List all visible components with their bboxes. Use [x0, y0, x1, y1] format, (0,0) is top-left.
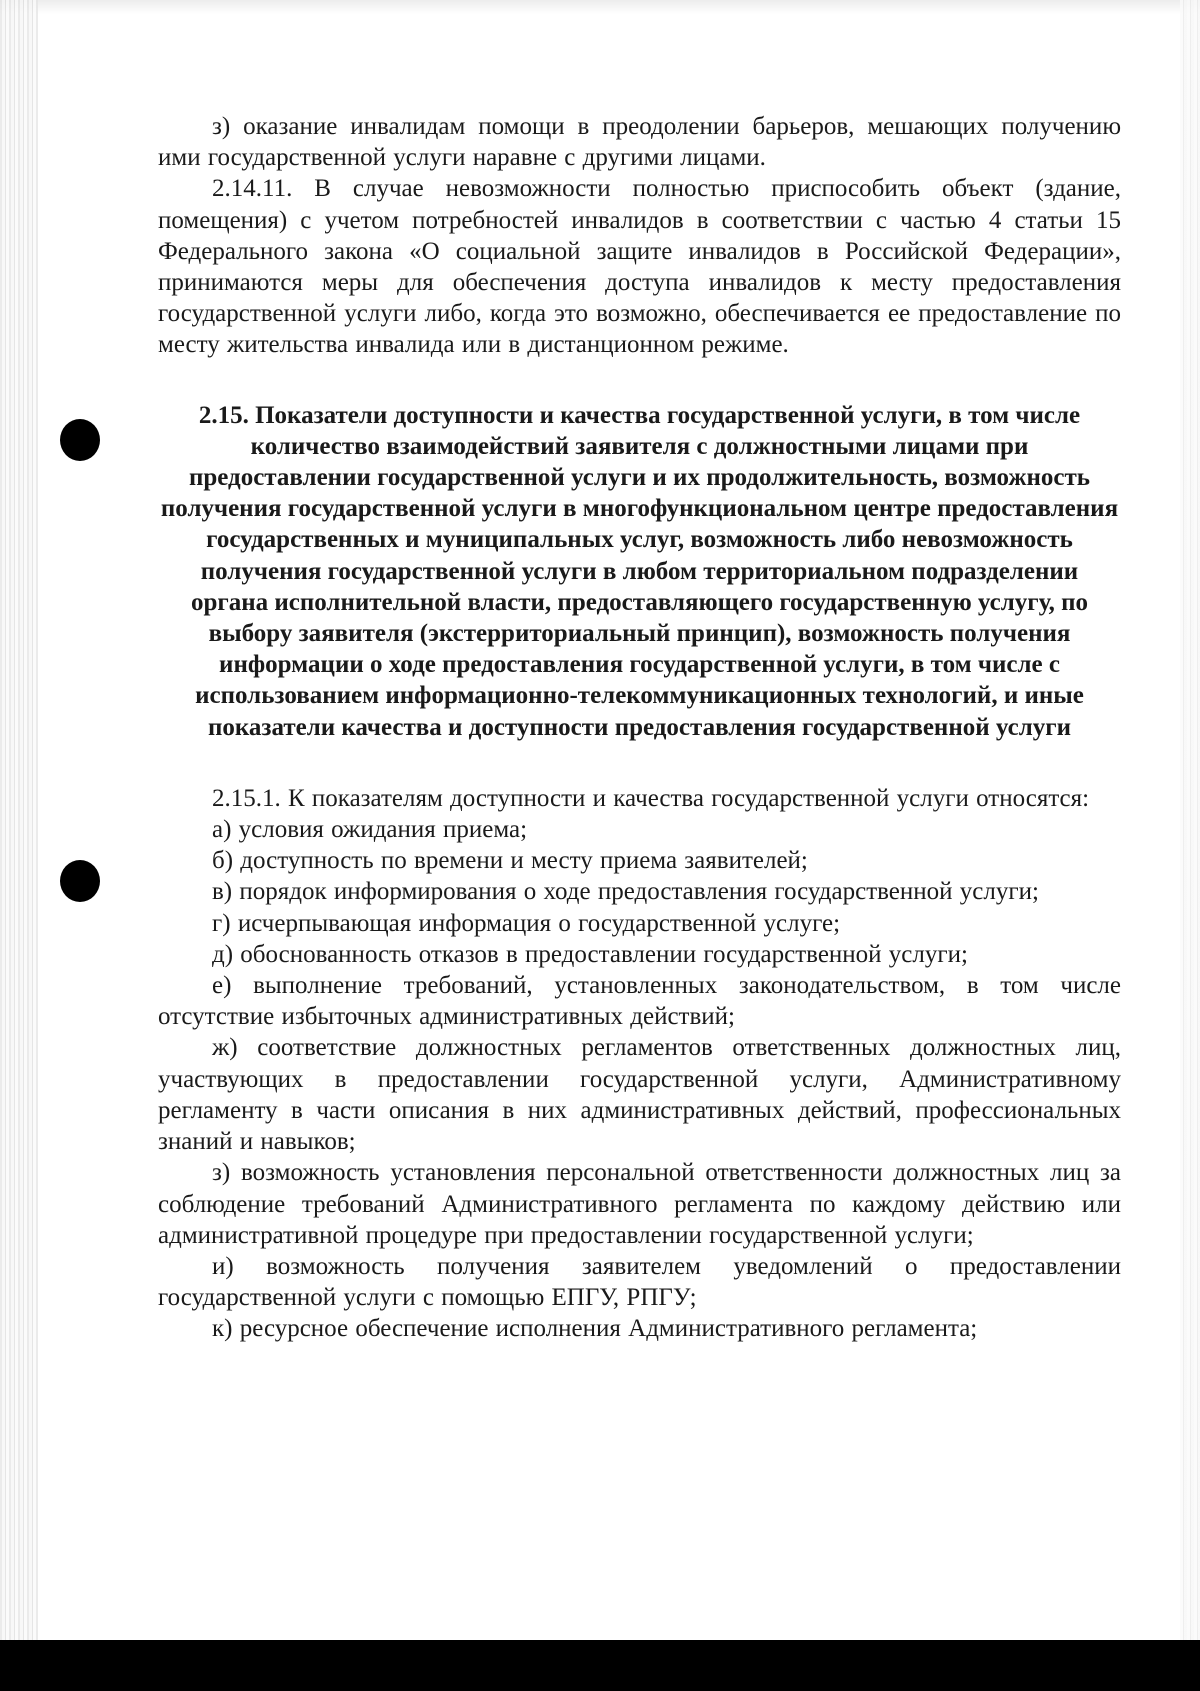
scan-edge-right	[1180, 0, 1200, 1640]
paragraph-2-14-11: 2.14.11. В случае невозможности полностью приспособить объект (здание, помещения) с учетом потребностей инвалидов в соответствии с частью 4 статьи 15 Федерального закона «О социальной защите инвалидов в Российской Федерации», принимаются меры для обеспечения доступа инвалидов к месту предоставления государственной услуги либо, когда это возможно, обеспечивается ее предоставление по месту жительства инвалида или в дистанционном режиме.	[158, 175, 1121, 359]
list-item-z: з) возможность установления персональной ответственности должностных лиц за соблюдение требований Административного регламента по каждому действию или административной процедуре при предоставлении государственной услуги;	[158, 1159, 1121, 1249]
scan-edge-top	[0, 0, 1200, 14]
list-item-g: г) исчерпывающая информация о государственной услуге;	[212, 909, 841, 937]
section-gap	[158, 743, 1121, 783]
list-item-zh: ж) соответствие должностных регламентов ответственных должностных лиц, участвующих в предоставлении государственной услуги, Административному регламенту в части описания в них административных действий, профессиональных знаний и навыков;	[158, 1034, 1121, 1156]
list-item-d: д) обоснованность отказов в предоставлении государственной услуги;	[212, 940, 968, 968]
list-item-b: б) доступность по времени и месту приема заявителей;	[212, 847, 808, 875]
list-item-v: в) порядок информирования о ходе предоставления государственной услуги;	[212, 878, 1039, 906]
punch-hole-bottom	[60, 860, 100, 902]
punch-hole-top	[60, 419, 100, 461]
scan-bottom-bar	[0, 1640, 1200, 1691]
list-item-a: а) условия ожидания приема;	[212, 816, 528, 844]
section-heading-2-15: 2.15. Показатели доступности и качества государственной услуги, в том числе количество взаимодействий заявителя с должностными лицами при предоставлении государственной услуги и их продолжительность, возможность получения государственной услуги в многофункциональном центре предоставления государственных и муниципальных услуг, возможность либо невозможность получения государственной услуги в любом территориальном подразделении органа исполнительной власти, предоставляющего государственную услугу, по выбору заявителя (экстерриториальный принцип), возможность получения информации о ходе предоставления государственной услуги, в том числе с использованием информационно-телекоммуникационных технологий, и иные показатели качества и доступности предоставления государственной услуги	[160, 401, 1119, 741]
list-item-k: к) ресурсное обеспечение исполнения Административного регламента;	[212, 1315, 978, 1343]
document-page	[158, 111, 1121, 1345]
scan-edge-left	[0, 0, 38, 1640]
list-item-i: и) возможность получения заявителем уведомлений о предоставлении государственной услуги с помощью ЕПГУ, РПГУ;	[158, 1252, 1121, 1312]
paragraph-2-15-1: 2.15.1. К показателям доступности и качества государственной услуги относятся:	[212, 784, 1090, 812]
paragraph-assistance: з) оказание инвалидам помощи в преодолении барьеров, мешающих получению ими государственной услуги наравне с другими лицами.	[158, 113, 1121, 172]
list-item-e: е) выполнение требований, установленных законодательством, в том числе отсутствие избыточных административных действий;	[158, 972, 1121, 1031]
